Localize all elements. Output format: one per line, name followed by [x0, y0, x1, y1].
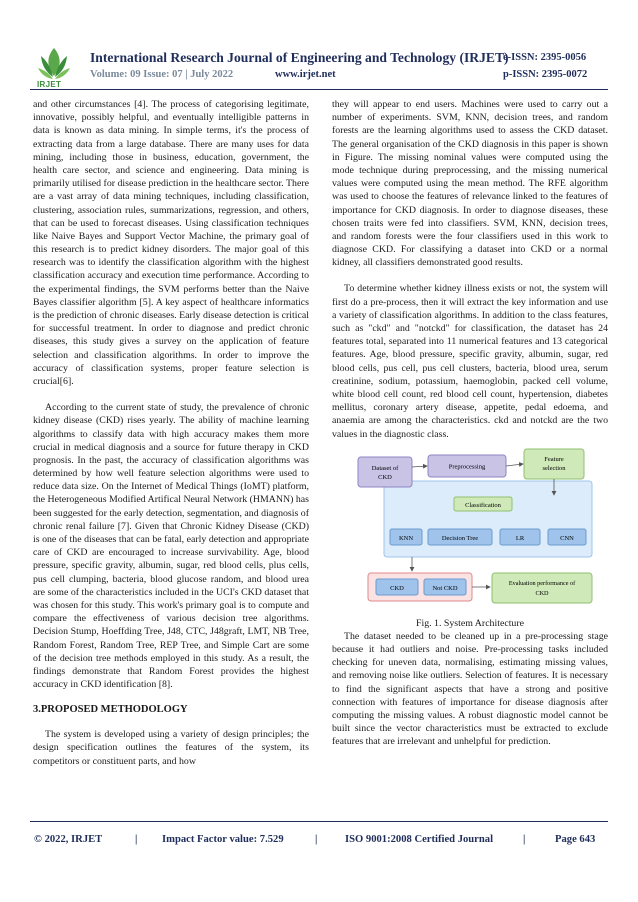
volume-issue: Volume: 09 Issue: 07 | July 2022: [90, 69, 234, 80]
lr-label: LR: [515, 534, 525, 542]
evaluation-box: [492, 573, 592, 603]
footer-divider: [30, 821, 608, 822]
paragraph: According to the current state of study, the prevalence of chronic kidney disease (CKD) rises yearly. The ability of machine learning algorithms to classify data with high accuracy makes them more crucial in medical diagnosis and a source for future therapy in CKD prognosis. In the past, the accuracy of classification algorithms was determined by how well feature selection algorithms were used to reduce data size. On the Internet of Medical Things (IoMT) platform, the Heterogeneous Modified Artifical Neural Network (HMANN) has been suggested for the early detection, segmentation, and diagnosis of chronic renal failure [7]. Given that Chronic Kidney Disease (CKD) is one of the diseases that can be fatal, early detection and appropriate care of CKD are encouraged to increase survivability. Age, blood pressure, specific gravity, albumin, sugar, red blood cells, plus cells, pus cell clumping, bacteria, blood glucose random, and blood urea are some of the characteristics included in the UCI's CKD dataset that was chosen for this study. This work's primary goal is to compute and compare the effectiveness of various decision tree algorithms. Decision Stump, Hoeffding Tree, J48, CTC, J48graft, LMT, NB Tree, Random Forest, Random Tree, REP Tree, and Simple Cart are some of the decision tree methods employed in this study. As a result, the findings demonstrate that Random Forest provides the highest accuracy in CKD identification [8].: [33, 402, 309, 691]
arrow: [412, 466, 427, 467]
pipeline-container: [384, 481, 592, 557]
journal-title: International Research Journal of Engineering and Technology (IRJET): [90, 50, 509, 65]
preprocessing-label: Preprocessing: [448, 463, 486, 471]
knn-label: KNN: [398, 534, 414, 542]
classification-label: Classification: [465, 501, 501, 509]
footer-iso: ISO 9001:2008 Certified Journal: [345, 834, 494, 845]
cnn-label: CNN: [560, 534, 574, 542]
logo-text: IRJET: [37, 80, 62, 89]
section-heading: 3.PROPOSED METHODOLOGY: [33, 704, 188, 716]
paragraph: The system is developed using a variety of design principles; the design specification outlines the features of the system, its competitors or constituent parts, and how: [33, 729, 309, 767]
system-architecture-figure: [332, 445, 608, 617]
p-issn: p-ISSN: 2395-0072: [503, 69, 588, 80]
paragraph: and other circumstances [4]. The process of categorising legitimate, innovative, possibly helpful, and eventually intelligible patterns in data is known as data mining. In simple terms, it's the process of extracting data from a large database. There are many uses for data mining, including those in business, education, government, the health care sector, and science and engineering. Data mining is primarily utilised for disease prediction in the healthcare sector. There are a vast array of data mining techniques, including classification, clustering, association rules, summarizations, regression, and others, that can be used to forecast diseases. Using classification techniques like Naive Bayes and Support Vector Machine, the primary goal of this research is to predict kidney disorders. The major goal of this research was to identify the classification algorithm with the highest classification accuracy and execution time performance. According to the experimental findings, the SVM performs better than the Naive Bayes classifier algorithm [5]. A key aspect of healthcare informatics is the prediction of chronic diseases. Early disease detection is critical for successful treatment. In order to diagnose and predict chronic diseases, this study gives a survey on the application of feature selection and classification algorithms. In order to improve the accuracy of classification systems, proper feature selection is crucial[6].: [33, 99, 309, 387]
not-ckd-label: Not CKD: [432, 584, 458, 592]
footer-copyright: © 2022, IRJET: [34, 834, 103, 845]
header-divider: [30, 89, 608, 90]
dataset-label-1: Dataset of: [371, 464, 399, 472]
page-header: [0, 0, 638, 92]
paragraph: The dataset needed to be cleaned up in a pre-processing stage because it had outliers and noise. Pre-processing tasks included checking for uneven data, normalising, estimating missing values, and removing noise like outliers. Selection of features. It is necessary to find the significant aspects that have a strong and positive connection with features of importance for disease diagnosis after computing the missing values. A robust diagnostic model cannot be built since the vector characteristics must be extracted to exclude features that are irrelevant and unhelpful for prediction.: [332, 630, 608, 748]
paragraph: To determine whether kidney illness exists or not, the system will first do a pre-process, then it will extract the key information and use a variety of classification algorithms. In addition to the class features, such as "ckd" and "notckd" for classification, the dataset has 24 features total, separated into 11 numerical features and 13 categorical features. Age, blood pressure, specific gravity, albumin, sugar, red blood cells, pus cell, pus cell clusters, bacteria, blood urea, serum creatinine, sodium, potassium, haemoglobin, packed cell volume, white blood cell count, red blood cell count, hypertension, diabetes mellitus, coronary artery disease, appetite, pedal edoema, and anaemia are among the characteristics. ckd and notckd are the two values in the diagnostic class.: [332, 283, 608, 440]
footer-impact-factor: Impact Factor value: 7.529: [162, 834, 284, 845]
footer-separator: |: [135, 834, 138, 845]
evaluation-label-2: CKD: [535, 589, 549, 597]
dataset-box: [358, 457, 412, 487]
footer-separator: |: [523, 834, 526, 845]
ckd-label: CKD: [390, 584, 404, 592]
left-column: [33, 98, 309, 768]
feature-selection-box: [524, 449, 584, 479]
feature-label-2: selection: [542, 464, 566, 472]
footer-page-number: Page 643: [555, 834, 596, 845]
arrow: [506, 464, 523, 466]
right-column: [332, 98, 608, 749]
footer-separator: |: [315, 834, 318, 845]
figure-caption: Fig. 1. System Architecture: [416, 617, 524, 629]
architecture-diagram: [342, 445, 598, 617]
decision-tree-label: Decision Tree: [441, 534, 479, 542]
feature-label-1: Feature: [544, 455, 564, 463]
e-issn: e-ISSN: 2395-0056: [503, 52, 587, 63]
dataset-label-2: CKD: [378, 473, 392, 481]
paragraph: they will appear to end users. Machines were used to carry out a number of experiments. SVM, KNN, decision trees, and random forests are the learning algorithms used to assess the CKD dataset. The general organisation of the CKD diagnosis in this paper is shown in Figure. The missing nominal values were computed using the mode technique during preprocessing, and the missing numerical values were computed using the mean method. The RFE algorithm was used to choose the features of relevance linked to the features of importance for CKD diagnosis. In order to diagnose diseases, these chosen traits were fed into classifiers. SVM, KNN, decision trees, and random forests were the four classifiers used in this work to diagnose CKD. For classifying a dataset into CKD or a normal kidney, all classifiers demonstrated good results.: [332, 99, 608, 269]
journal-website-link[interactable]: www.irjet.net: [275, 69, 336, 80]
evaluation-label-1: Evaluation performance of: [508, 579, 576, 587]
